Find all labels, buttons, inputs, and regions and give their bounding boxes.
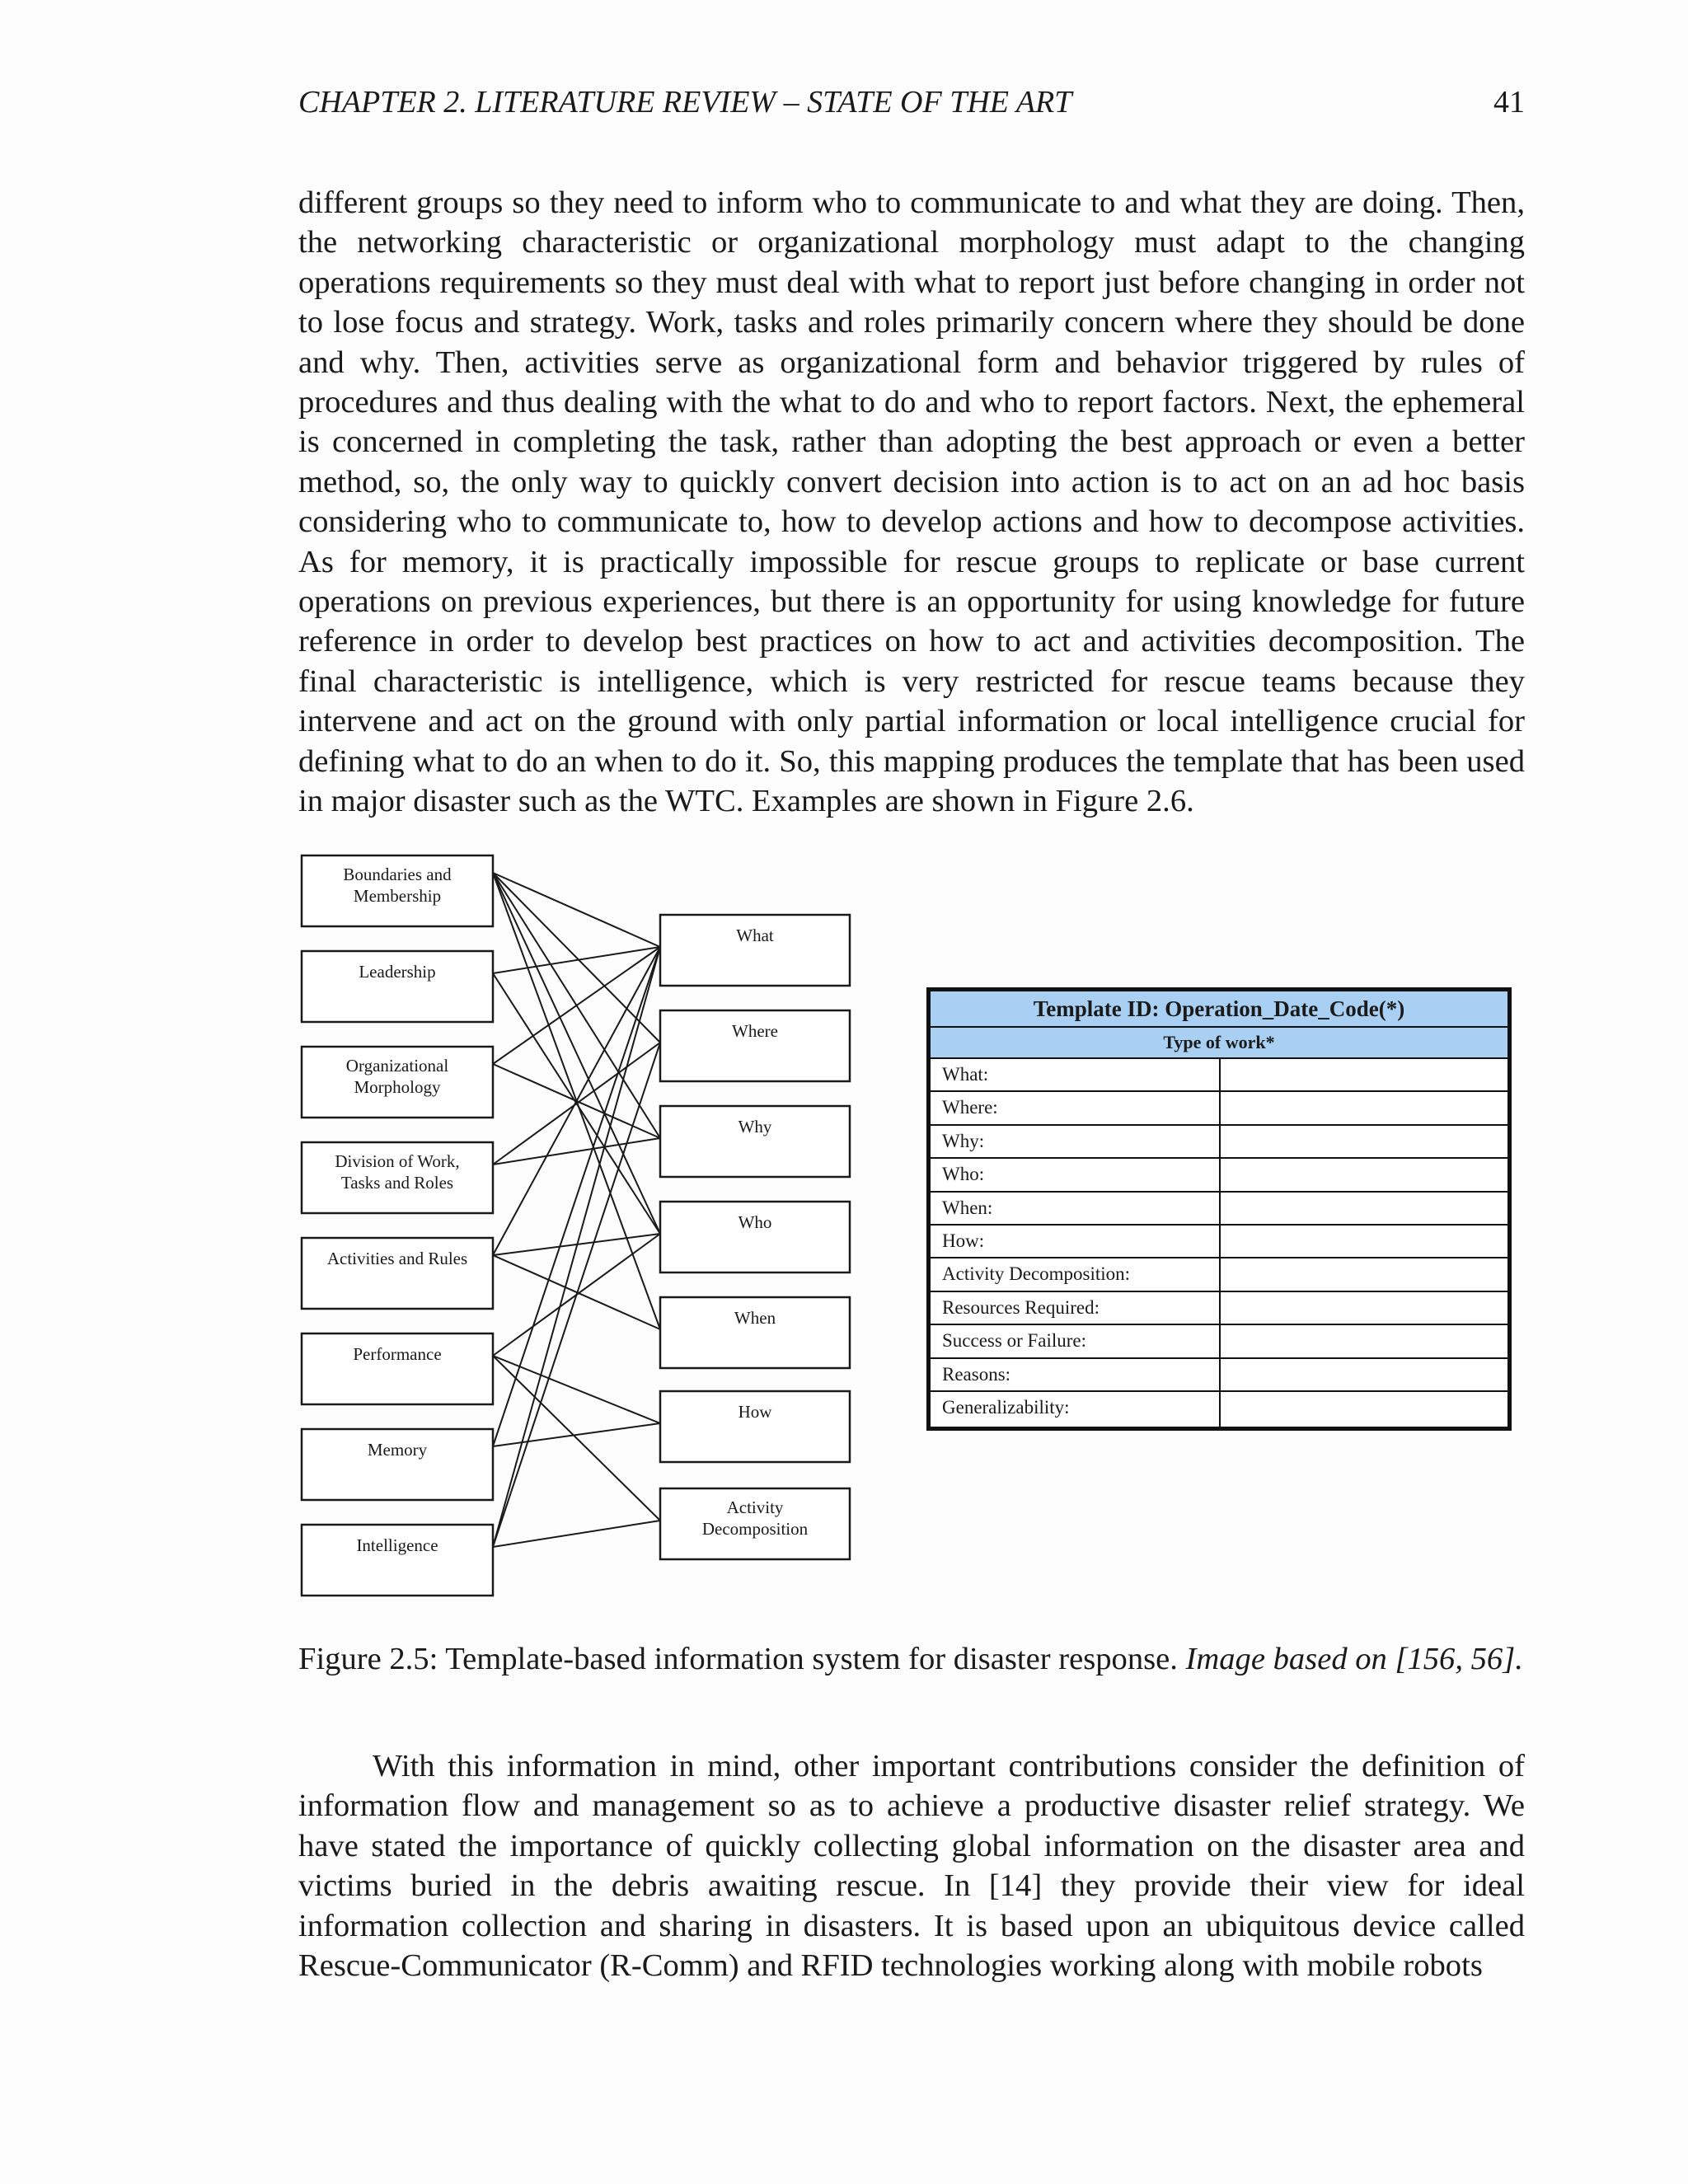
template-row-label: Activity Decomposition: [931, 1258, 1221, 1290]
connector-line [493, 873, 660, 1234]
question-box [660, 1010, 850, 1081]
template-row-value [1221, 1325, 1507, 1357]
template-row [931, 1325, 1507, 1358]
template-row-label: Reasons: [931, 1359, 1221, 1390]
template-row [931, 1126, 1507, 1159]
box-label: Membership [353, 886, 442, 906]
connector-line [493, 1043, 660, 1547]
box-label: Why [738, 1117, 772, 1137]
template-row-label: Success or Failure: [931, 1325, 1221, 1357]
figure-caption [298, 1639, 1525, 1679]
template-row [931, 1392, 1507, 1430]
template-row [931, 1226, 1507, 1258]
caption-label: Figure 2.5: Template-based information system for disaster response. [298, 1642, 1178, 1676]
template-row [931, 1059, 1507, 1092]
template-table [926, 987, 1512, 1431]
template-row-label: When: [931, 1193, 1221, 1224]
question-box [660, 915, 850, 986]
template-row-value [1221, 1092, 1507, 1123]
box-label: Organizational [345, 1056, 449, 1076]
template-row-label: Generalizability: [931, 1392, 1221, 1430]
caption-source: Image based on [156, 56]. [1185, 1642, 1523, 1676]
template-row [931, 1258, 1507, 1291]
characteristic-box [302, 1142, 493, 1213]
box-label: Tasks and Roles [340, 1173, 454, 1193]
box-label: Activity [726, 1497, 784, 1517]
template-row-label: Where: [931, 1092, 1221, 1123]
box-label: Memory [367, 1440, 428, 1460]
connector-line [493, 1043, 660, 1165]
characteristic-box [302, 1429, 493, 1500]
template-row-value [1221, 1059, 1507, 1090]
box-label: Performance [353, 1344, 442, 1364]
characteristic-box [302, 855, 493, 926]
question-box [660, 1297, 850, 1368]
box-label: Division of Work, [335, 1151, 460, 1171]
box-label: Leadership [359, 962, 436, 982]
connector-line [493, 947, 660, 1547]
box-label: Where [732, 1021, 778, 1041]
template-row-label: What: [931, 1059, 1221, 1090]
template-title: Template ID: Operation_Date_Code(*) [931, 991, 1507, 1028]
box-label: Boundaries and [343, 865, 452, 884]
box-label: Who [738, 1212, 772, 1232]
characteristic-box [302, 1047, 493, 1118]
characteristic-box [302, 1333, 493, 1404]
template-row-label: Why: [931, 1126, 1221, 1157]
question-box [660, 1202, 850, 1272]
characteristic-box [302, 951, 493, 1022]
template-row-value [1221, 1392, 1507, 1430]
connector-line [493, 1138, 660, 1165]
question-box [660, 1106, 850, 1177]
characteristic-box [302, 1525, 493, 1596]
connector-line [493, 947, 660, 1255]
connector-line [493, 947, 660, 973]
template-row [931, 1193, 1507, 1226]
question-box [660, 1391, 850, 1462]
box-label: Activities and Rules [326, 1249, 468, 1268]
page-number: 41 [1493, 85, 1525, 120]
box-label: When [734, 1308, 776, 1328]
template-row-value [1221, 1258, 1507, 1290]
box-label: What [736, 926, 774, 945]
box-label: Decomposition [701, 1519, 809, 1539]
template-row [931, 1159, 1507, 1192]
template-row-value [1221, 1193, 1507, 1224]
question-box [660, 1488, 850, 1559]
template-subtitle: Type of work* [931, 1028, 1507, 1059]
connector-line [493, 1356, 660, 1423]
template-row-value [1221, 1359, 1507, 1390]
template-row-value [1221, 1226, 1507, 1257]
connector-line [493, 947, 660, 1446]
template-row-label: How: [931, 1226, 1221, 1257]
body-paragraph-1: different groups so they need to inform who to communicate to and what they are doing. Then, the networking characteristic or organizational morphology must adapt to the changing operations requirements so they must deal with what to report just before changing in order not to lose focus and strategy. Work, tasks and roles primarily concern where they should be done and why. Then, activities serve as organizational form and behavior triggered by rules of procedures and thus dealing with the what to do and who to report factors. Next, the ephemeral is concerned in completing the task, rather than adopting the best approach or even a better method, so, the only way to quickly convert decision into action is to act on an ad hoc basis considering who to communicate to, how to develop actions and how to decompose activities. As for memory, it is practically impossible for rescue groups to replicate or base current operations on previous experiences, but there is an opportunity for using knowledge for future reference in order to develop best practices on how to act and activities decomposition. The final characteristic is intelligence, which is very restricted for rescue teams because they intervene and act on the ground with only partial information or local intelligence crucial for defining what to do an when to do it. So, this mapping produces the template that has been used in major disaster such as the WTC. Examples are shown in Figure 2.6. [298, 185, 1525, 819]
box-label: How [738, 1402, 772, 1422]
characteristic-box [302, 1238, 493, 1309]
template-row-label: Resources Required: [931, 1292, 1221, 1324]
connector-line [493, 873, 660, 1043]
template-row [931, 1359, 1507, 1392]
connector-line [493, 1356, 660, 1521]
template-row [931, 1092, 1507, 1125]
template-row-value [1221, 1292, 1507, 1324]
box-label: Morphology [354, 1077, 441, 1097]
template-row-value [1221, 1159, 1507, 1190]
template-row-value [1221, 1126, 1507, 1157]
connector-line [493, 1521, 660, 1547]
box-label: Intelligence [356, 1535, 438, 1555]
template-row-label: Who: [931, 1159, 1221, 1190]
connector-line [493, 1423, 660, 1446]
chapter-title: CHAPTER 2. LITERATURE REVIEW – STATE OF THE ART [298, 85, 1072, 120]
connector-line [493, 873, 660, 947]
body-paragraph-2: With this information in mind, other important contributions consider the definition of information flow and management so as to achieve a productive disaster relief strategy. We have stated the importance of quickly collecting global information on the disaster area and victims buried in the debris awaiting rescue. In [14] they provide their view for ideal information collection and sharing in disasters. It is based upon an ubiquitous device called Rescue-Communicator (R-Comm) and RFID technologies working along with mobile robots [298, 1749, 1525, 1984]
template-row [931, 1292, 1507, 1325]
connector-line [493, 947, 660, 1064]
